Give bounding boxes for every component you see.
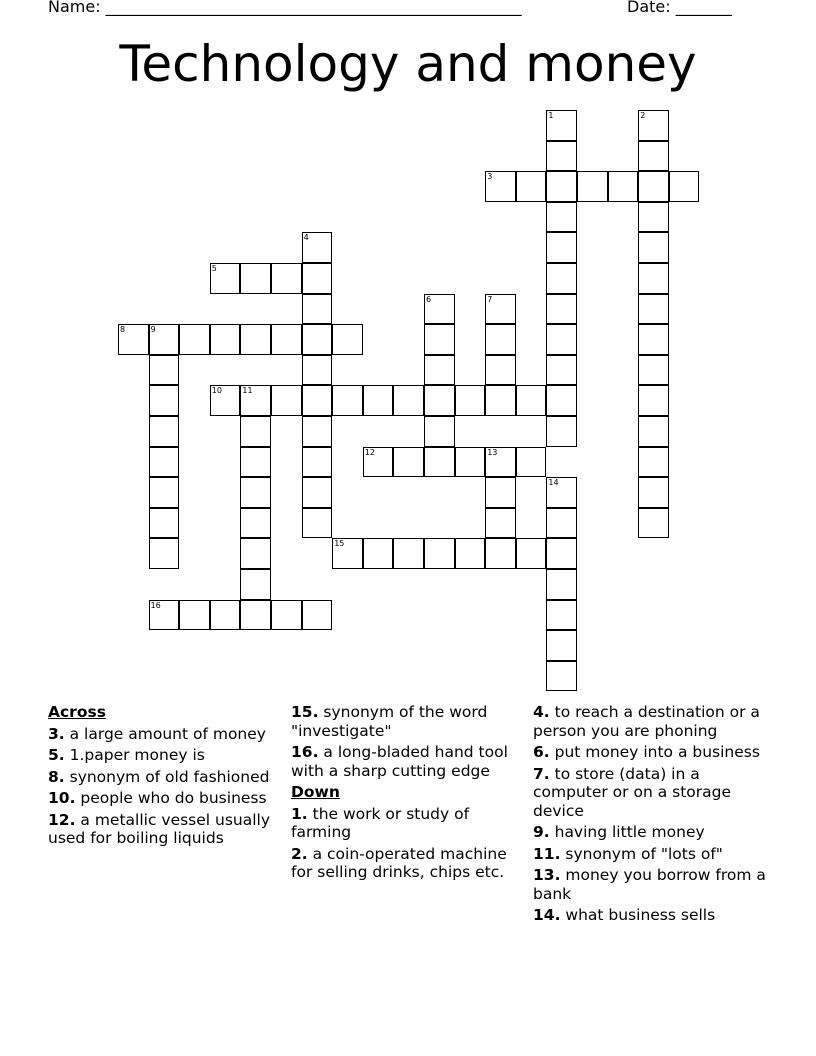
clue-text: a large amount of money <box>64 724 266 743</box>
grid-cell[interactable] <box>210 385 241 416</box>
clue-number-label: 6 <box>426 294 432 304</box>
clue-text: the work or study of farming <box>291 804 470 841</box>
clue-number: 5. <box>48 746 65 764</box>
grid-cell[interactable] <box>149 600 180 631</box>
clue-number: 15. <box>291 703 319 721</box>
clue-number: 13. <box>533 866 561 884</box>
grid-cell[interactable] <box>516 538 547 569</box>
clue-text: a coin-operated machine for selling drinks, chips etc. <box>291 844 507 881</box>
grid-cell[interactable] <box>455 385 486 416</box>
grid-cell[interactable] <box>669 171 700 202</box>
grid-cell[interactable] <box>302 600 333 631</box>
clue-text: a long-bladed hand tool with a sharp cutting edge <box>291 743 508 780</box>
grid-cell[interactable] <box>240 416 271 447</box>
grid-cell[interactable] <box>271 385 302 416</box>
grid-cell[interactable] <box>546 294 577 325</box>
clue-item <box>533 906 768 925</box>
grid-cell[interactable] <box>638 477 669 508</box>
grid-cell[interactable] <box>455 447 486 478</box>
grid-cell[interactable] <box>546 202 577 233</box>
clue-item <box>533 743 768 762</box>
grid-cell[interactable] <box>546 171 577 202</box>
grid-cell[interactable] <box>638 447 669 478</box>
clue-item <box>291 703 526 740</box>
grid-cell[interactable] <box>149 324 180 355</box>
grid-cell[interactable] <box>638 324 669 355</box>
grid-cell[interactable] <box>546 110 577 141</box>
grid-cell[interactable] <box>210 263 241 294</box>
grid-cell[interactable] <box>485 294 516 325</box>
clue-number: 14. <box>533 906 561 924</box>
grid-cell[interactable] <box>546 477 577 508</box>
grid-cell[interactable] <box>424 324 455 355</box>
clue-number: 8. <box>48 767 65 786</box>
grid-cell[interactable] <box>149 355 180 386</box>
grid-cell[interactable] <box>302 355 333 386</box>
clue-number-label: 12 <box>364 447 375 457</box>
name-field[interactable]: Name: ____________________________________________________ <box>48 0 522 16</box>
grid-cell[interactable] <box>424 385 455 416</box>
clue-item <box>533 703 768 740</box>
clue-item <box>533 845 768 864</box>
clue-number-label: 10 <box>211 386 222 396</box>
grid-cell[interactable] <box>210 600 241 631</box>
grid-cell[interactable] <box>302 477 333 508</box>
clue-number: 10. <box>48 789 76 807</box>
grid-cell[interactable] <box>546 324 577 355</box>
grid-cell[interactable] <box>302 232 333 263</box>
grid-cell[interactable] <box>240 385 271 416</box>
grid-cell[interactable] <box>149 416 180 447</box>
grid-cell[interactable] <box>332 538 363 569</box>
grid-cell[interactable] <box>271 263 302 294</box>
grid-cell[interactable] <box>485 355 516 386</box>
clue-number: 6. <box>533 743 550 761</box>
clue-text: what business sells <box>560 906 716 924</box>
grid-cell[interactable] <box>485 324 516 355</box>
grid-cell[interactable] <box>546 661 577 692</box>
grid-cell[interactable] <box>638 385 669 416</box>
grid-cell[interactable] <box>638 508 669 539</box>
grid-cell[interactable] <box>516 447 547 478</box>
clue-item <box>533 823 768 842</box>
grid-cell[interactable] <box>485 477 516 508</box>
grid-cell[interactable] <box>302 263 333 294</box>
grid-cell[interactable] <box>516 171 547 202</box>
grid-cell[interactable] <box>393 538 424 569</box>
clue-number-label: 2 <box>640 111 646 120</box>
grid-cell[interactable] <box>363 385 394 416</box>
grid-cell[interactable] <box>332 324 363 355</box>
grid-cell[interactable] <box>424 294 455 325</box>
grid-cell[interactable] <box>240 508 271 539</box>
clue-text: put money into a business <box>549 743 760 761</box>
grid-cell[interactable] <box>546 141 577 172</box>
grid-cell[interactable] <box>302 416 333 447</box>
clue-number: 16. <box>291 743 319 761</box>
grid-cell[interactable] <box>638 110 669 141</box>
clue-text: a metallic vessel usually used for boiling liquids <box>48 810 271 847</box>
grid-cell[interactable] <box>546 569 577 600</box>
grid-cell[interactable] <box>393 447 424 478</box>
grid-cell[interactable] <box>546 508 577 539</box>
grid-cell[interactable] <box>149 477 180 508</box>
grid-cell[interactable] <box>485 171 516 202</box>
clue-number-label: 8 <box>120 325 126 335</box>
grid-cell[interactable] <box>485 508 516 539</box>
clue-number-label: 15 <box>334 539 345 549</box>
grid-cell[interactable] <box>608 171 639 202</box>
grid-cell[interactable] <box>149 538 180 569</box>
clue-item <box>48 768 283 787</box>
grid-cell[interactable] <box>546 630 577 661</box>
grid-cell[interactable] <box>485 447 516 478</box>
clue-item <box>291 743 526 780</box>
grid-cell[interactable] <box>638 294 669 325</box>
grid-cell[interactable] <box>546 538 577 569</box>
clue-number-label: 4 <box>303 233 309 243</box>
clue-text: money you borrow from a bank <box>533 866 766 903</box>
grid-cell[interactable] <box>424 355 455 386</box>
grid-cell[interactable] <box>240 538 271 569</box>
grid-cell[interactable] <box>332 385 363 416</box>
grid-cell[interactable] <box>149 385 180 416</box>
clue-item <box>533 866 768 903</box>
clue-number-label: 13 <box>487 447 498 457</box>
clues-column-3 <box>533 703 768 928</box>
grid-cell[interactable] <box>638 171 669 202</box>
clue-text: people who do business <box>75 789 267 807</box>
grid-cell[interactable] <box>424 538 455 569</box>
grid-cell[interactable] <box>149 447 180 478</box>
grid-cell[interactable] <box>577 171 608 202</box>
grid-cell[interactable] <box>424 447 455 478</box>
grid-cell[interactable] <box>240 477 271 508</box>
clue-item <box>291 805 526 842</box>
across-heading: Across <box>48 703 106 721</box>
clue-text: synonym of old fashioned <box>64 767 270 786</box>
grid-cell[interactable] <box>638 263 669 294</box>
clue-number: 11. <box>533 844 561 863</box>
clue-text: synonym of "lots of" <box>560 844 723 863</box>
clue-item <box>48 811 283 848</box>
grid-cell[interactable] <box>240 324 271 355</box>
grid-cell[interactable] <box>240 569 271 600</box>
clue-number-label: 16 <box>150 600 161 610</box>
clue-number: 3. <box>48 724 65 743</box>
clues-column-1 <box>48 703 283 851</box>
clue-item <box>48 746 283 765</box>
grid-cell[interactable] <box>638 141 669 172</box>
clue-number-label: 11 <box>242 386 253 396</box>
grid-cell[interactable] <box>455 538 486 569</box>
grid-cell[interactable] <box>210 324 241 355</box>
grid-cell[interactable] <box>485 538 516 569</box>
clue-text: 1.paper money is <box>64 746 205 764</box>
clue-number-label: 5 <box>211 264 217 273</box>
clue-text: to store (data) in a computer or on a storage device <box>533 764 732 820</box>
clue-number: 4. <box>533 703 550 721</box>
clue-number-label: 14 <box>548 478 559 488</box>
grid-cell[interactable] <box>363 447 394 478</box>
clue-number-label: 9 <box>150 325 156 335</box>
grid-cell[interactable] <box>546 416 577 447</box>
grid-cell[interactable] <box>638 355 669 386</box>
grid-cell[interactable] <box>485 385 516 416</box>
grid-cell[interactable] <box>302 447 333 478</box>
grid-cell[interactable] <box>546 600 577 631</box>
grid-cell[interactable] <box>271 600 302 631</box>
clue-number-label: 3 <box>487 172 493 182</box>
grid-cell[interactable] <box>302 294 333 325</box>
clue-item <box>291 845 526 882</box>
grid-cell[interactable] <box>240 263 271 294</box>
clue-item <box>48 789 283 808</box>
clue-number: 9. <box>533 823 550 841</box>
grid-cell[interactable] <box>302 385 333 416</box>
grid-cell[interactable] <box>546 385 577 416</box>
grid-cell[interactable] <box>240 600 271 631</box>
grid-cell[interactable] <box>271 324 302 355</box>
clue-item <box>48 725 283 744</box>
grid-cell[interactable] <box>638 202 669 233</box>
grid-cell[interactable] <box>516 385 547 416</box>
grid-cell[interactable] <box>546 355 577 386</box>
clue-text: having little money <box>549 823 705 841</box>
grid-cell[interactable] <box>393 385 424 416</box>
grid-cell[interactable] <box>179 600 210 631</box>
clue-number-label: 1 <box>548 111 554 120</box>
clue-number: 12. <box>48 810 76 829</box>
grid-cell[interactable] <box>638 416 669 447</box>
clue-text: synonym of the word "investigate" <box>291 703 488 740</box>
date-field[interactable]: Date: _______ <box>627 0 732 16</box>
grid-cell[interactable] <box>240 447 271 478</box>
clues-column-2 <box>291 703 526 885</box>
down-heading: Down <box>291 783 340 801</box>
grid-cell[interactable] <box>149 508 180 539</box>
clue-number: 2. <box>291 844 308 863</box>
grid-cell[interactable] <box>302 508 333 539</box>
clue-number: 7. <box>533 764 550 783</box>
grid-cell[interactable] <box>638 232 669 263</box>
clue-number-label: 7 <box>487 294 493 304</box>
grid-cell[interactable] <box>363 538 394 569</box>
grid-cell[interactable] <box>546 232 577 263</box>
grid-cell[interactable] <box>546 263 577 294</box>
clue-item <box>533 765 768 821</box>
clue-text: to reach a destination or a person you are phoning <box>533 703 760 740</box>
grid-cell[interactable] <box>302 324 333 355</box>
page-title: Technology and money <box>119 35 697 93</box>
grid-cell[interactable] <box>118 324 149 355</box>
grid-cell[interactable] <box>424 416 455 447</box>
grid-cell[interactable] <box>179 324 210 355</box>
clue-number: 1. <box>291 804 308 823</box>
